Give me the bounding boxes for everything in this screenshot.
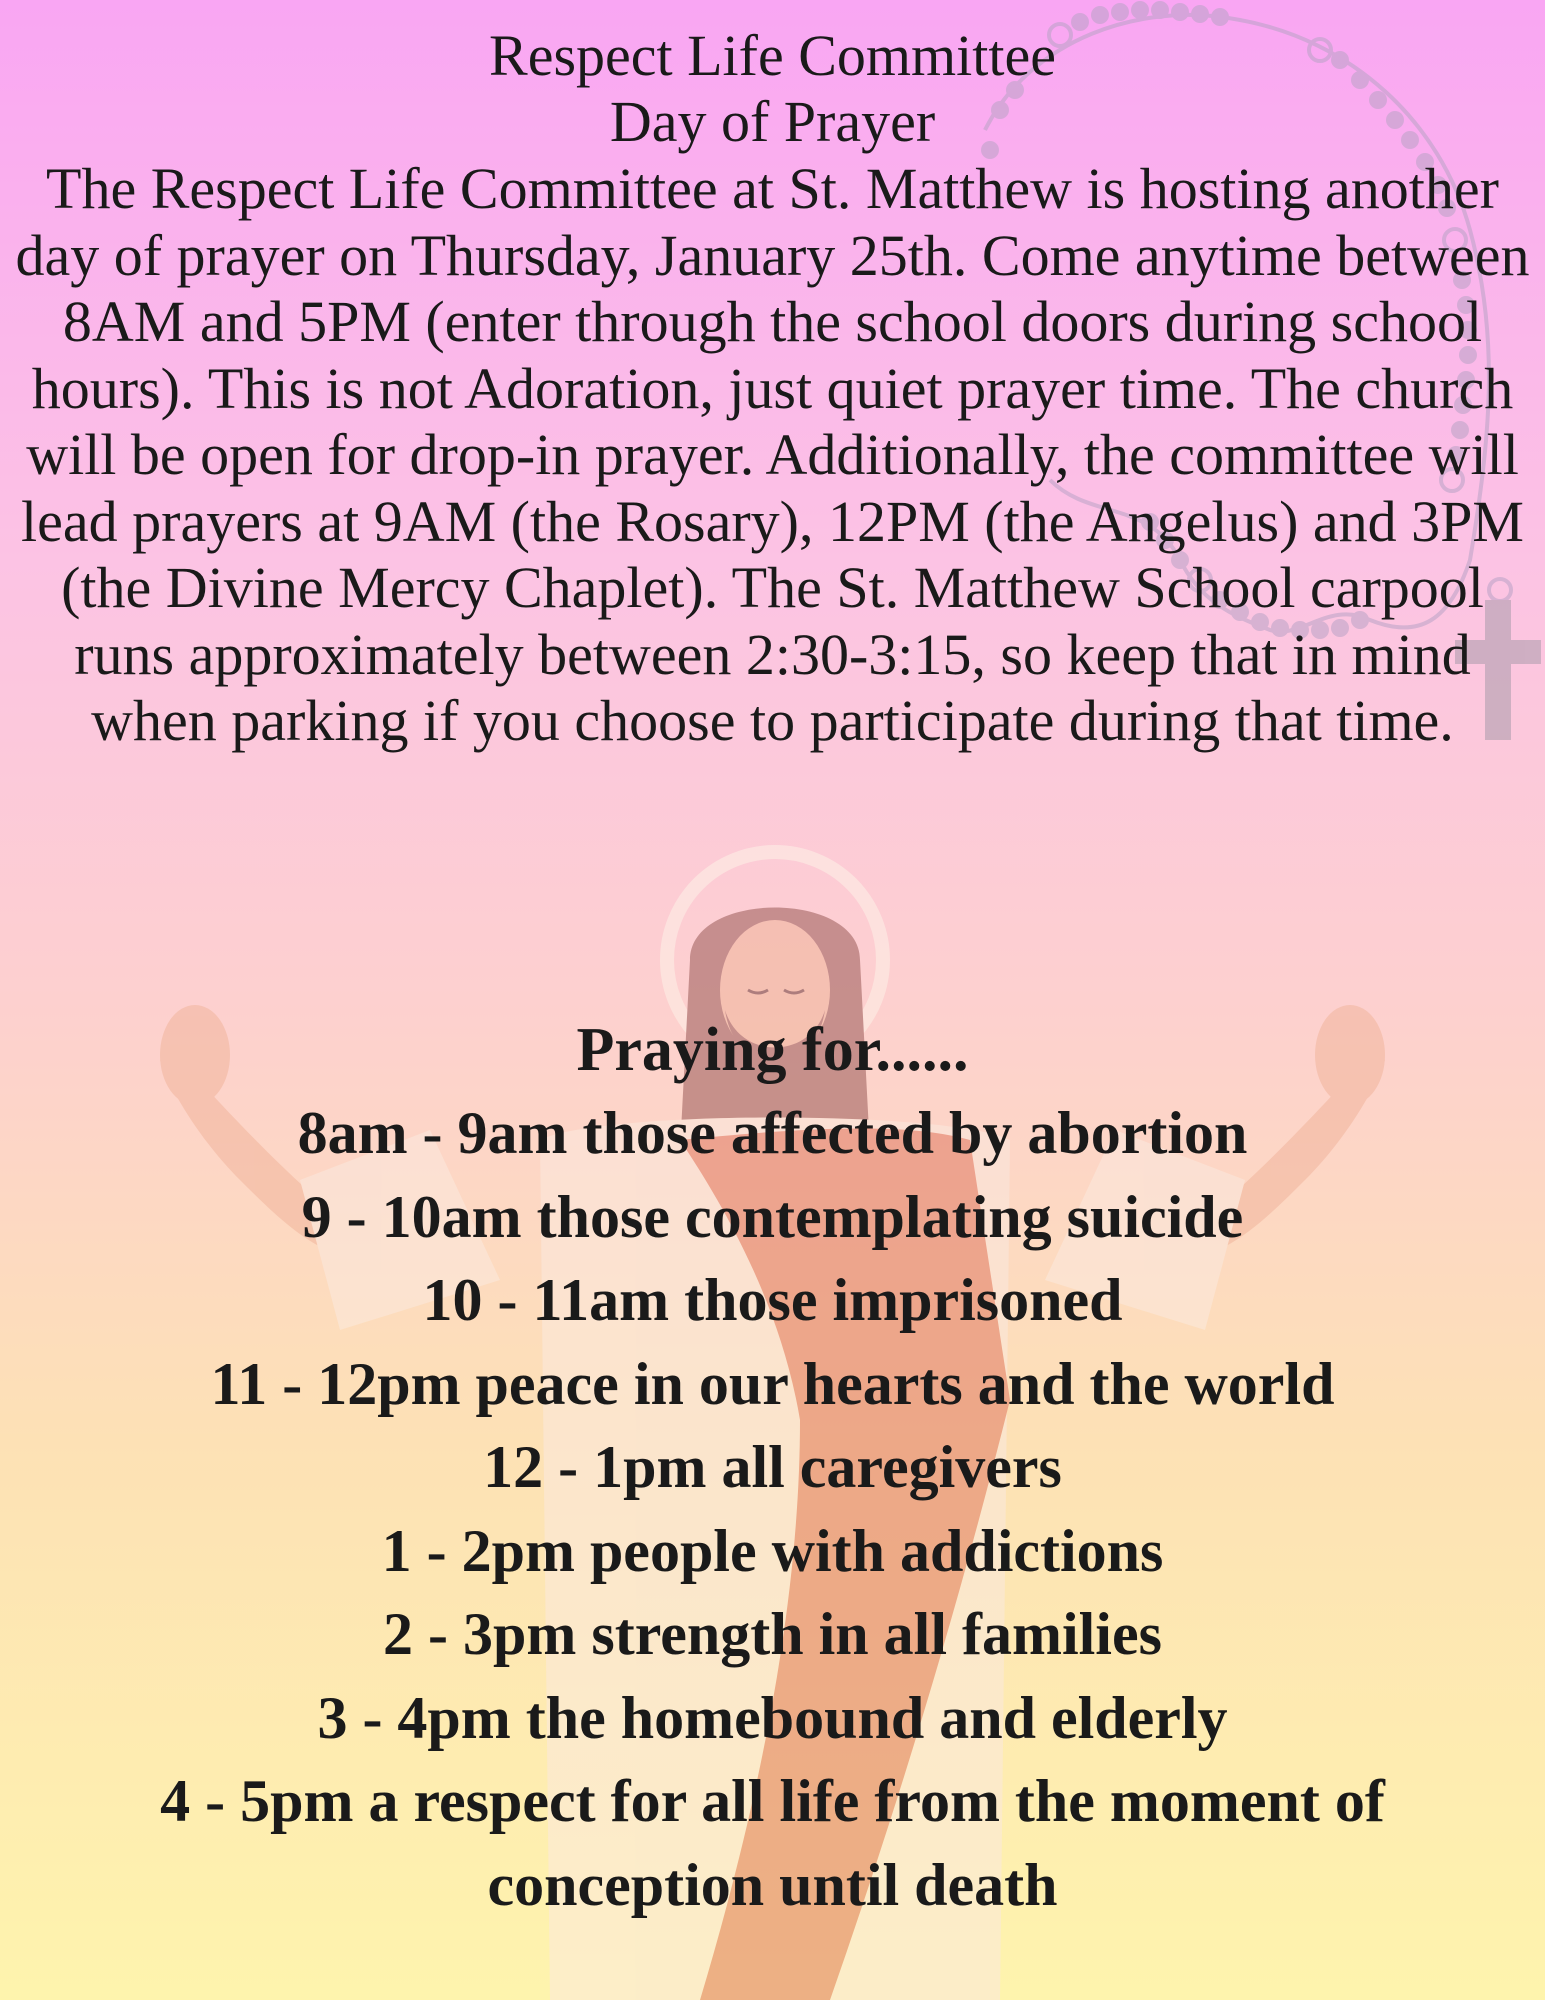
prayer-item: 9 - 10am those contemplating suicide [301, 1183, 1244, 1250]
announcement-paragraph: The Respect Life Committee at St. Matthew is hosting another day of prayer on Thursday, January 25th. Come anytime between 8AM and 5PM (enter through the school doors during school hours). This is not Adoration, just quiet prayer time. The church will be open for drop-in prayer. Additionally, the committee will lead prayers at 9AM (the Rosary), 12PM (the Angelus) and 3PM (the Divine Mercy Chaplet). The St. Matthew School carpool runs approximately between 2:30-3:15, so keep that in mind when parking if you choose to participate during that time. [15, 156, 1530, 753]
prayer-item: 2 - 3pm strength in all families [383, 1601, 1162, 1667]
title-committee: Respect Life Committee [489, 23, 1056, 88]
prayer-schedule-list [60, 1092, 1485, 1927]
prayers-heading: Praying for...... [576, 1016, 969, 1084]
prayer-item: 3 - 4pm the homebound and elderly [317, 1684, 1228, 1751]
prayer-item: 4 - 5pm a respect for all life from the moment of conception until death [160, 1768, 1385, 1918]
prayer-item: 8am - 9am those affected by abortion [297, 1100, 1248, 1166]
prayer-item: 11 - 12pm peace in our hearts and the world [210, 1350, 1335, 1417]
prayer-item: 12 - 1pm all caregivers [483, 1434, 1062, 1500]
title-day-of-prayer: Day of Prayer [609, 89, 936, 154]
prayer-item: 1 - 2pm people with addictions [381, 1517, 1164, 1584]
prayer-item: 10 - 11am those imprisoned [422, 1267, 1123, 1333]
